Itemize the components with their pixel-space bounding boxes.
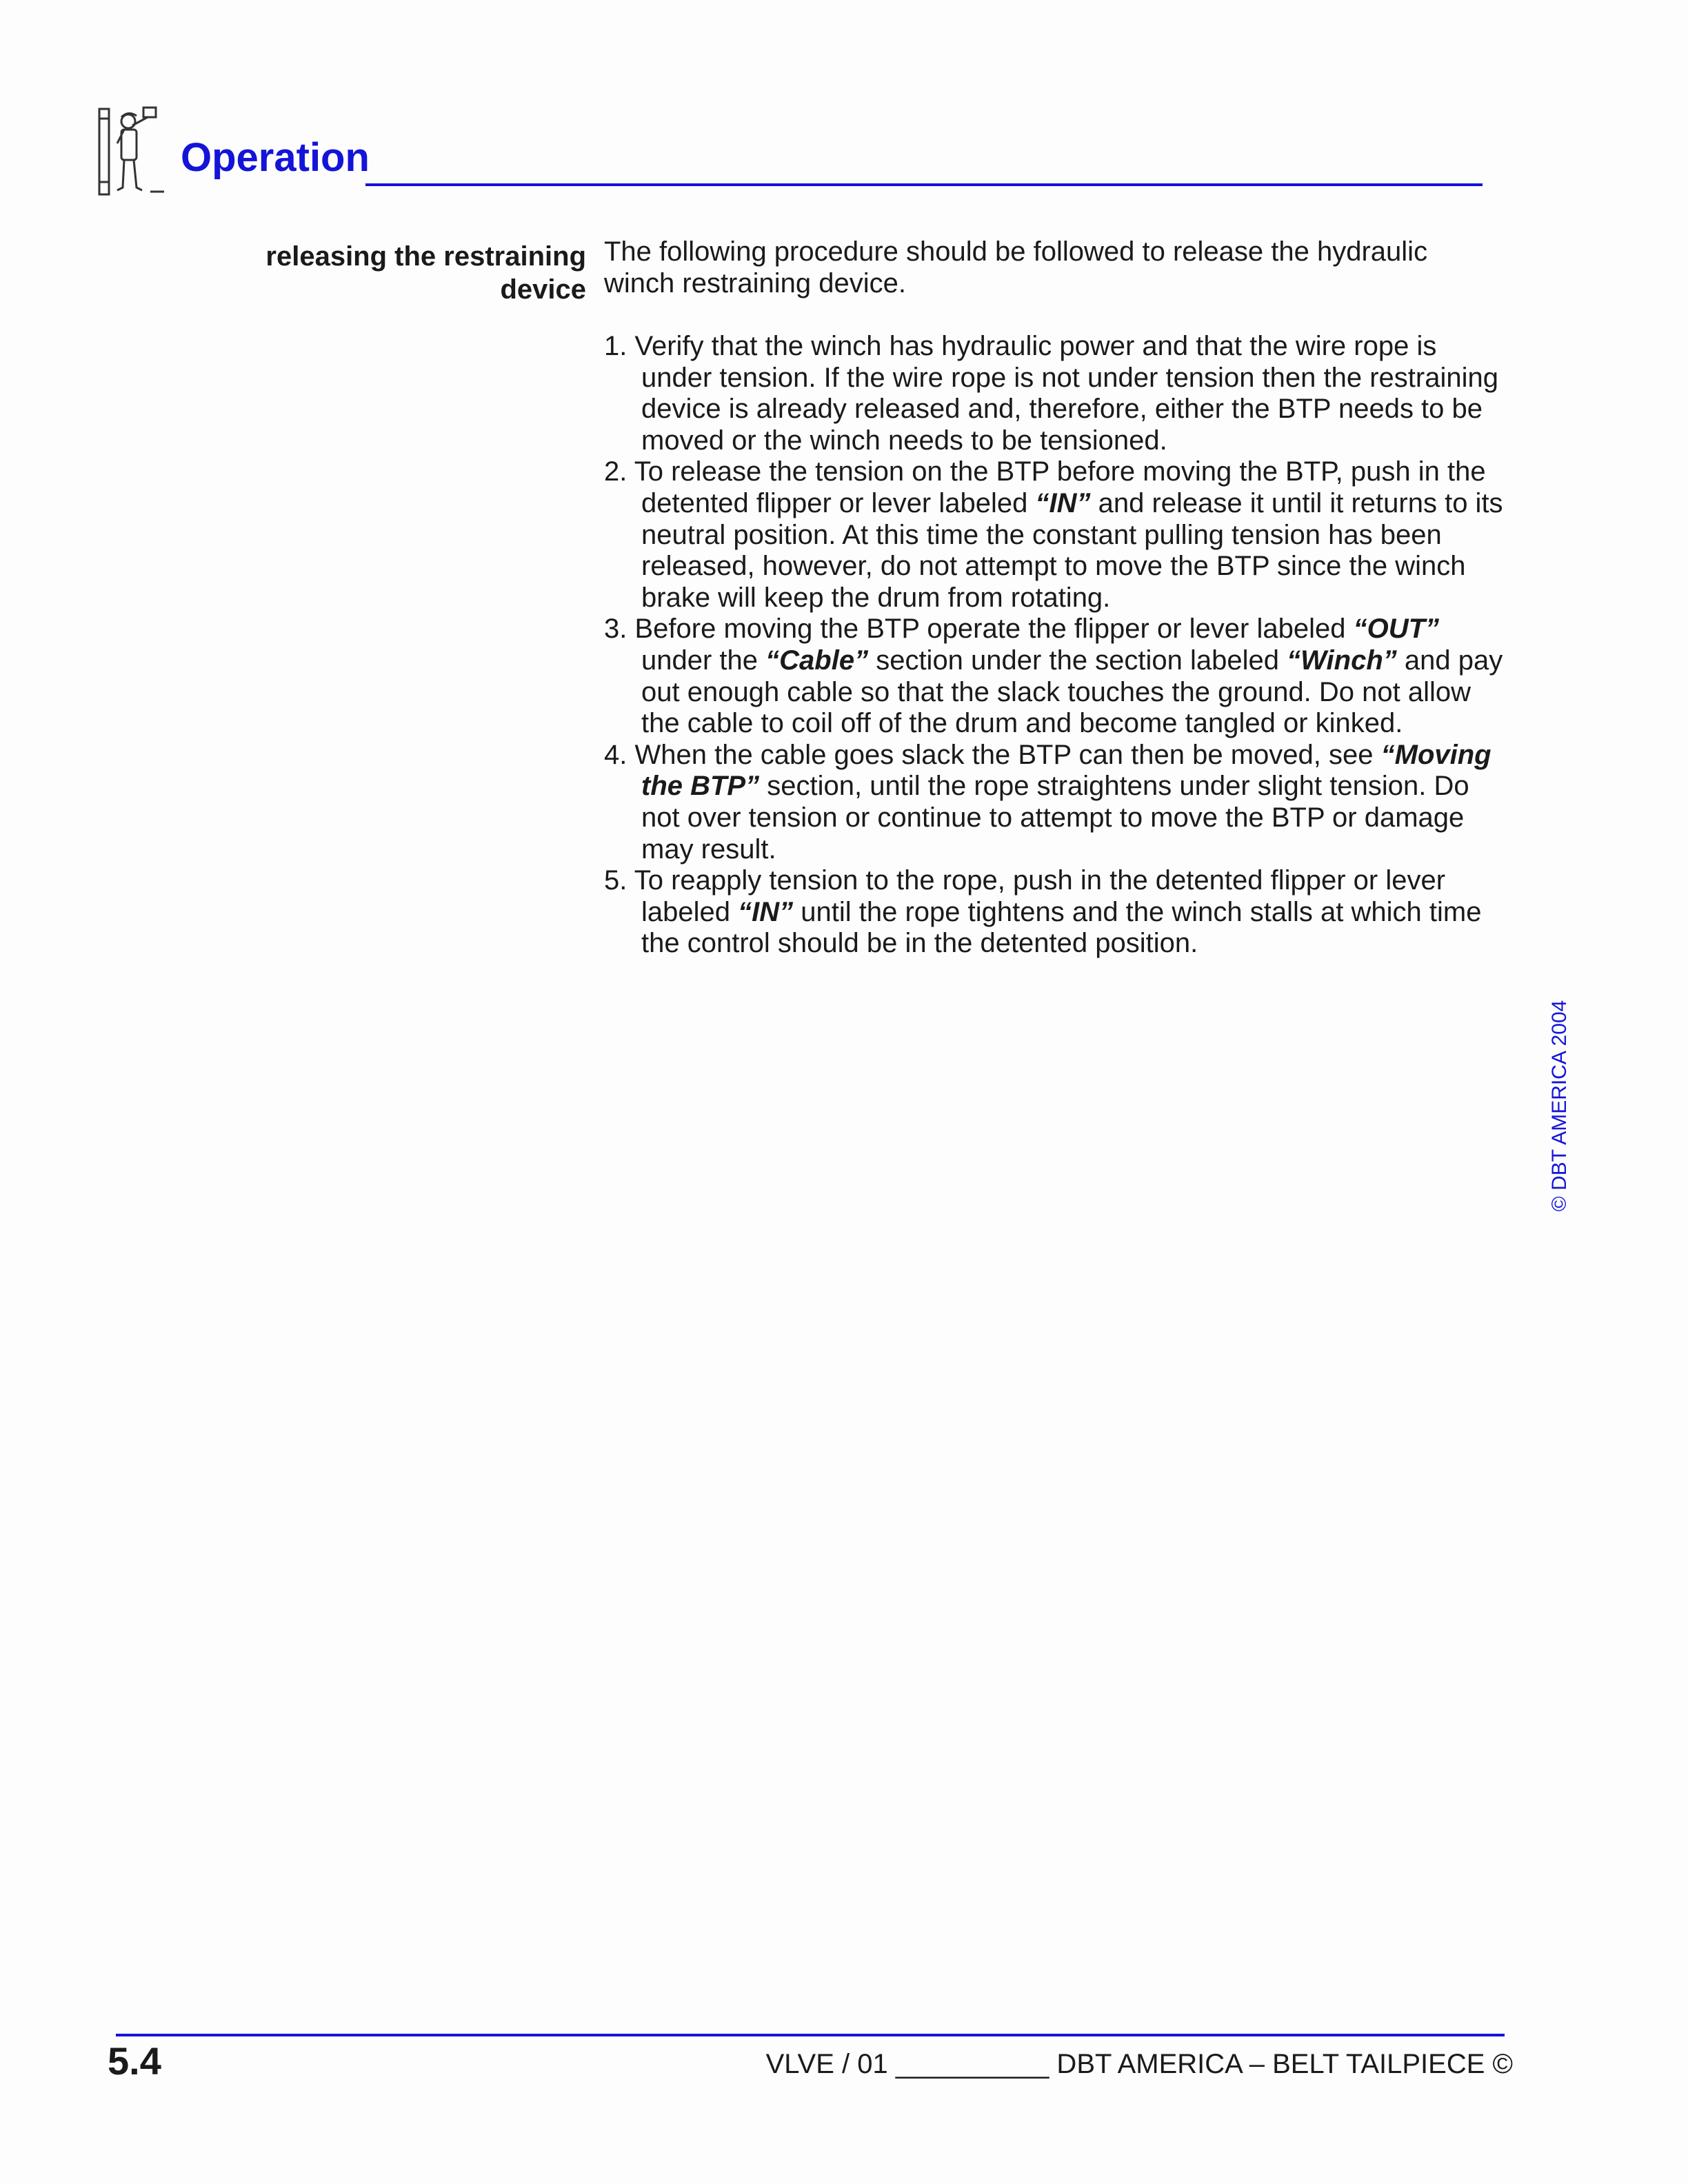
step-emphasis: “OUT” <box>1353 614 1440 645</box>
procedure-step <box>604 865 1507 960</box>
step-text: until the rope tightens and the winch stalls at which time the control should be in the detented position. <box>641 896 1482 959</box>
page-title: Operation <box>181 135 370 180</box>
step-emphasis: “IN” <box>738 896 794 927</box>
step-text: Verify that the winch has hydraulic power and that the wire rope is under tension. If the wire rope is not under tension then the restraining device is already released and, therefore, either the BTP needs to be moved or the winch needs to be tensioned. <box>634 331 1498 456</box>
step-number: 5. <box>604 865 634 896</box>
title-underline <box>365 183 1483 186</box>
step-number: 4. <box>604 739 635 770</box>
step-number: 2. <box>604 456 634 487</box>
step-text: To release the tension on the BTP before moving the BTP, push in the detented flipper or lever labeled <box>634 456 1486 518</box>
procedure-steps <box>604 331 1507 960</box>
step-emphasis: “Cable” <box>765 645 869 676</box>
step-text: under the <box>641 645 766 676</box>
procedure-step <box>604 456 1507 614</box>
footer-rule <box>116 2034 1505 2036</box>
step-text: section, until the rope straightens under slight tension. Do not over tension or continue to attempt to move the BTP or damage may result. <box>641 771 1469 865</box>
operator-figure-icon <box>97 105 165 199</box>
step-text: When the cable goes slack the BTP can then be moved, see <box>634 739 1381 770</box>
procedure-step <box>604 331 1507 456</box>
step-text: To reapply tension to the rope, push in the detented flipper or lever labeled <box>634 865 1446 927</box>
footer-text: VLVE / 01 __________ DBT AMERICA – BELT TAILPIECE © <box>765 2049 1513 2079</box>
procedure-step <box>604 740 1507 865</box>
intro-paragraph: The following procedure should be followed to release the hydraulic winch restraining device. <box>604 236 1428 299</box>
step-emphasis: “Moving the BTP” <box>641 739 1491 802</box>
step-number: 3. <box>604 614 635 645</box>
side-copyright: © DBT AMERICA 2004 <box>1548 1000 1571 1212</box>
step-emphasis: “IN” <box>1035 487 1091 518</box>
step-text: section under the section labeled <box>868 645 1287 676</box>
step-text: and pay out enough cable so that the slack touches the ground. Do not allow the cable to coil off of the drum and become tangled or kinked. <box>641 645 1503 739</box>
section-heading: releasing the restraining device <box>265 241 586 305</box>
step-text: and release it until it returns to its neutral position. At this time the constant pulling tension has been released, however, do not attempt to move the BTP since the winch brake will keep the drum from rotating. <box>641 487 1503 613</box>
page-number: 5.4 <box>108 2039 161 2083</box>
step-text: Before moving the BTP operate the flipper or lever labeled <box>634 614 1354 645</box>
step-number: 1. <box>604 331 635 361</box>
procedure-step <box>604 614 1507 739</box>
step-emphasis: “Winch” <box>1287 645 1397 676</box>
